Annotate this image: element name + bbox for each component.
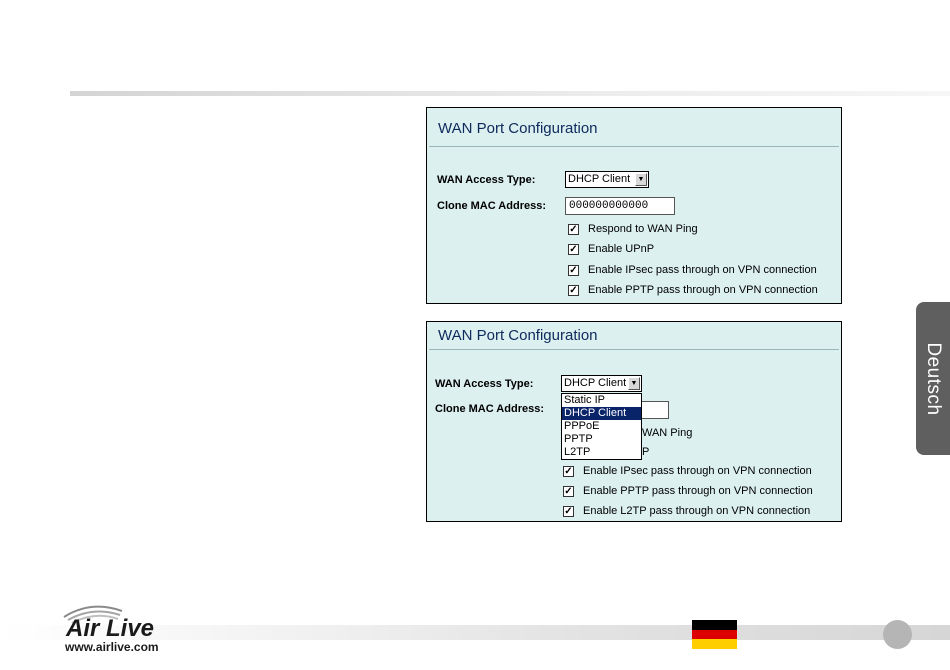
clone-mac-label: Clone MAC Address: bbox=[437, 200, 546, 212]
dropdown-option-pptp[interactable]: PPTP bbox=[564, 433, 593, 445]
enable-pptp-label: Enable PPTP pass through on VPN connection bbox=[588, 284, 818, 296]
enable-pptp-label: Enable PPTP pass through on VPN connection bbox=[583, 485, 813, 497]
respond-wan-ping-label: Respond to WAN Ping bbox=[588, 223, 698, 235]
wan-port-config-panel-1 bbox=[426, 107, 842, 304]
dropdown-option-pppoe[interactable]: PPPoE bbox=[564, 420, 600, 432]
enable-l2tp-checkbox[interactable]: ✓ bbox=[564, 506, 573, 517]
clone-mac-label: Clone MAC Address: bbox=[435, 403, 544, 415]
language-side-tab bbox=[916, 302, 950, 455]
panel-title: WAN Port Configuration bbox=[438, 120, 598, 137]
panel-divider bbox=[429, 146, 839, 147]
panel-divider bbox=[429, 349, 839, 350]
page-number-badge bbox=[883, 620, 912, 649]
logo-url: www.airlive.com bbox=[65, 640, 159, 654]
enable-l2tp-label: Enable L2TP pass through on VPN connection bbox=[583, 505, 811, 517]
wan-access-type-dropdown bbox=[561, 393, 642, 460]
wan-access-type-value: DHCP Client bbox=[568, 173, 631, 185]
respond-wan-ping-label-partial: WAN Ping bbox=[642, 427, 693, 439]
respond-wan-ping-checkbox[interactable]: ✓ bbox=[569, 224, 578, 235]
enable-ipsec-label: Enable IPsec pass through on VPN connection bbox=[583, 465, 812, 477]
header-rule bbox=[70, 91, 950, 96]
dropdown-option-static-ip[interactable]: Static IP bbox=[564, 394, 605, 406]
panel-title: WAN Port Configuration bbox=[438, 327, 598, 344]
enable-ipsec-checkbox[interactable]: ✓ bbox=[569, 265, 578, 276]
enable-pptp-checkbox[interactable]: ✓ bbox=[564, 486, 573, 497]
clone-mac-input[interactable]: 000000000000 bbox=[565, 197, 675, 215]
enable-ipsec-checkbox[interactable]: ✓ bbox=[564, 466, 573, 477]
logo-text: Air Live bbox=[66, 615, 155, 642]
enable-upnp-label-partial: P bbox=[642, 446, 650, 458]
airlive-logo bbox=[56, 598, 206, 654]
wan-access-type-select[interactable] bbox=[561, 375, 642, 392]
enable-ipsec-label: Enable IPsec pass through on VPN connection bbox=[588, 264, 817, 276]
wan-access-type-value: DHCP Client bbox=[564, 377, 627, 389]
dropdown-option-dhcp-client[interactable]: DHCP Client bbox=[562, 407, 641, 420]
enable-upnp-checkbox[interactable]: ✓ bbox=[569, 244, 578, 255]
dropdown-option-l2tp[interactable]: L2TP bbox=[564, 446, 591, 458]
germany-flag-icon bbox=[692, 620, 737, 649]
chevron-down-icon[interactable]: ▼ bbox=[628, 377, 640, 390]
wan-access-type-label: WAN Access Type: bbox=[435, 378, 534, 390]
chevron-down-icon[interactable]: ▼ bbox=[635, 173, 647, 186]
language-label: Deutsch bbox=[923, 341, 944, 416]
enable-upnp-label: Enable UPnP bbox=[588, 243, 655, 255]
wan-access-type-select[interactable] bbox=[565, 171, 649, 188]
enable-pptp-checkbox[interactable]: ✓ bbox=[569, 285, 578, 296]
wan-port-config-panel-2 bbox=[426, 321, 842, 522]
wan-access-type-label: WAN Access Type: bbox=[437, 174, 536, 186]
